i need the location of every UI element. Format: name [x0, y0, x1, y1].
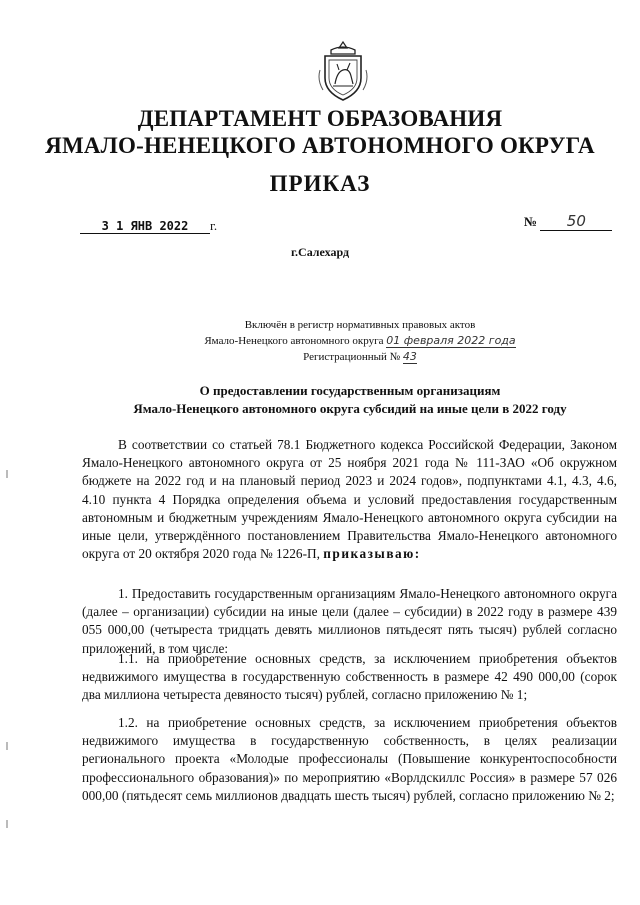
order-date: [80, 218, 217, 234]
registration-line2-prefix: Ямало-Ненецкого автономного округа: [204, 335, 384, 347]
subject-line1: О предоставлении государственным организациям: [199, 383, 501, 398]
registration-number-label: Регистрационный №: [303, 351, 401, 363]
order-number-handwritten: 50: [540, 212, 612, 231]
preamble-paragraph: [82, 436, 617, 563]
registration-line1: Включён в регистр нормативных правовых актов: [244, 319, 476, 331]
city-name: г.Салехард: [290, 245, 350, 259]
order-date-suffix: г.: [210, 218, 218, 233]
scan-margin-mark: [6, 470, 8, 478]
order-number: [524, 212, 612, 231]
paragraph-1-2: [82, 714, 617, 805]
registration-line2: [150, 333, 570, 349]
document-subject: [60, 382, 640, 418]
paragraph-1-1: [82, 650, 617, 705]
order-number-label: №: [524, 214, 538, 229]
order-date-stamp: 3 1 ЯНВ 2022: [80, 219, 210, 234]
scan-margin-mark: [6, 820, 8, 828]
registration-line3: [150, 349, 570, 365]
preamble-text: В соответствии со статьей 78.1 Бюджетного кодекса Российской Федерации, Законом Ямало-Ненецкого автономного округа от 25 ноября 2021 года № 111-ЗАО «Об окружном бюджете на 2022 год и на плановый период 2023 и 2024 годов», подпунктами 4.1, 4.3, 4.6, 4.10 пункта 4 Порядка определения объема и условий предоставления государственным автономным и бюджетным учреждениям Ямало-Ненецкого автономного округа субсидии на иные цели, утверждённого постановлением Правительства Ямало-Ненецкого автономного округа от 20 октября 2020 года № 1226-П,: [82, 437, 617, 562]
paragraph-1-text: 1. Предоставить государственным организациям Ямало-Ненецкого автономного округа (далее – организации) субсидии на иные цели (далее – субсидии) в 2022 году в размере 439 055 000,00 (четыреста тридцать девять миллионов пятьдесят пять тысяч) рублей согласно приложений, в том числе:: [82, 586, 617, 656]
order-keyword: приказываю:: [323, 546, 421, 562]
document-type-title: ПРИКАЗ: [269, 171, 371, 196]
coat-of-arms-icon: [317, 40, 369, 102]
paragraph-1-2-text: 1.2. на приобретение основных средств, за исключением приобретения объектов недвижимого имущества в государственную собственность, в целях реализации регионального проекта «Молодые профессионалы (Повышение конкурентоспособности профессионального образования)» по мероприятию «Ворлдскиллс Россия» в размере 57 026 000,00 (пятьдесят семь миллионов двадцать шесть тысяч) рублей, согласно приложению № 2;: [82, 715, 617, 803]
org-name-line1: ДЕПАРТАМЕНТ ОБРАЗОВАНИЯ: [137, 106, 503, 131]
registration-number-handwritten: 43: [402, 350, 417, 363]
org-name-line2: ЯМАЛО-НЕНЕЦКОГО АВТОНОМНОГО ОКРУГА: [45, 133, 595, 158]
paragraph-1-1-text: 1.1. на приобретение основных средств, за исключением приобретения объектов недвижимого имущества в государственную собственность в размере 42 490 000,00 (сорок два миллиона четыреста девяносто тысяч) рублей, согласно приложению № 1;: [82, 651, 617, 703]
registration-date-handwritten: 01 февраля 2022 года: [386, 334, 516, 347]
paragraph-1: [82, 585, 617, 658]
registration-block: [150, 318, 570, 365]
scan-margin-mark: [6, 742, 8, 750]
subject-line2: Ямало-Ненецкого автономного округа субсидий на иные цели в 2022 году: [133, 401, 567, 416]
